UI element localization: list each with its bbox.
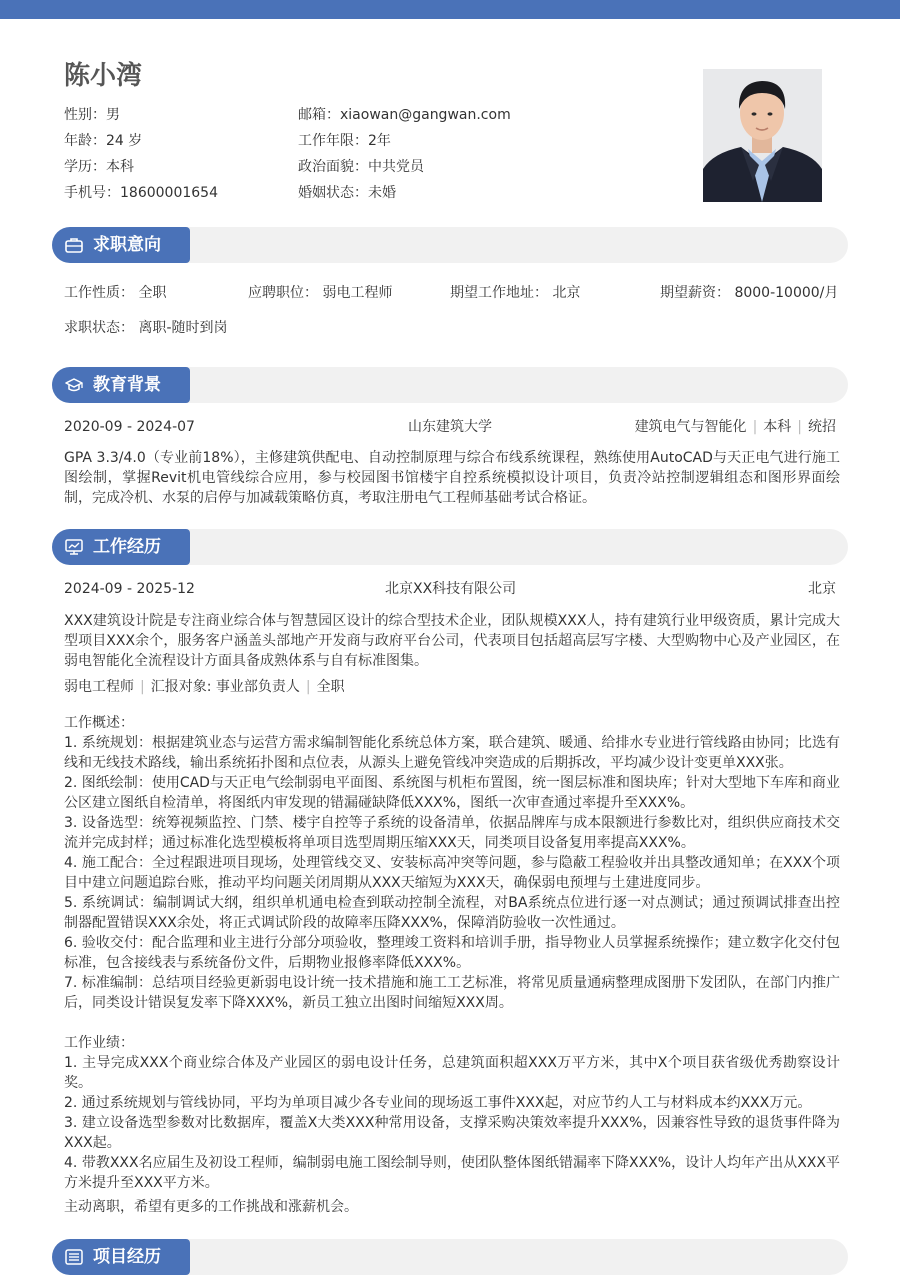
intent-status-value: 离职-随时到岗 — [138, 320, 228, 336]
achievement-item: 2. 通过系统规划与管线协同，平均为单项目减少各专业间的现场返工事件XXX起，对应节约人工与材料成本约XXX万元。 — [64, 1095, 812, 1111]
overview-item: 5. 系统调试：编制调试大纲，组织单机通电检查到联动控制全流程，对BA系统点位进行逐一对点测试；通过预调试排查出控制器配置错误XXX余处，将正式调试阶段的故障率压降XXX%，保障消防验收一次性通过。 — [64, 895, 840, 931]
separator: | — [797, 419, 802, 435]
phone-row — [64, 183, 218, 203]
section-pill-intent — [52, 227, 190, 263]
education-degree: 本科 — [763, 419, 792, 435]
intent-salary — [660, 283, 838, 303]
work-years-value: 2年 — [368, 133, 391, 149]
separator: | — [305, 679, 311, 695]
intent-salary-value: 8000-10000/月 — [734, 285, 839, 301]
section-title-project: 项目经历 — [93, 1247, 161, 1267]
section-title-intent: 求职意向 — [93, 235, 161, 255]
gender-row — [64, 105, 120, 125]
section-header-project — [52, 1239, 848, 1275]
age-row — [64, 131, 142, 151]
section-title-work: 工作经历 — [93, 537, 161, 557]
education-dates: 2020-09 - 2024-07 — [64, 419, 195, 435]
intent-position-value: 弱电工程师 — [322, 285, 393, 301]
education-value: 本科 — [106, 159, 134, 175]
education-details — [635, 417, 836, 437]
work-role: 弱电工程师 — [64, 679, 134, 695]
overview-item: 1. 系统规划：根据建筑业态与运营方需求编制智能化系统总体方案，联合建筑、暖通、给排水专业进行管线路由协同；比选有线和无线技术路线，输出系统拓扑图和点位表，从源头上避免管线冲突造成的后期拆改，平均减少设计变更单XXX张。 — [64, 735, 840, 771]
overview-title: 工作概述： — [64, 715, 134, 731]
list-icon — [65, 1249, 83, 1265]
intent-location — [450, 283, 580, 303]
intent-type-label: 工作性质： — [64, 285, 134, 301]
monitor-chart-icon — [65, 539, 83, 555]
leave-reason: 主动离职，希望有更多的工作挑战和涨薪机会。 — [64, 1199, 358, 1215]
spacer — [64, 1013, 840, 1033]
intent-location-value: 北京 — [552, 285, 581, 301]
overview-item: 2. 图纸绘制：使用CAD与天正电气绘制弱电平面图、系统图与机柜布置图，统一图层标准和图块库；针对大型地下车库和商业公区建立图纸自检清单，将图纸内审发现的错漏碰缺降低XXX%，图纸一次审查通过率提升至XXX%。 — [64, 775, 840, 811]
phone-value: 18600001654 — [120, 185, 218, 201]
work-report-to: 汇报对象: 事业部负责人 — [150, 679, 300, 695]
section-title-education: 教育背景 — [93, 375, 161, 395]
phone-label: 手机号： — [64, 185, 120, 201]
education-label: 学历： — [64, 159, 106, 175]
work-city: 北京 — [808, 581, 836, 597]
overview-item: 7. 标准编制：总结项目经验更新弱电设计统一技术措施和施工工艺标准，将常见质量通病整理成图册下发团队，在部门内推广后，同类设计错误复发率下降XXX%，新员工独立出图时间缩短XXX周。 — [64, 975, 840, 1011]
section-header-education — [52, 367, 848, 403]
education-description: GPA 3.3/4.0（专业前18%），主修建筑供配电、自动控制原理与综合布线系统课程，熟练使用AutoCAD与天正电气进行施工图绘制，掌握Revit机电管线综合应用，参与校园图书馆楼宇自控系统模拟设计项目，负责冷站控制逻辑组态和图形界面绘制，完成冷机、水泵的启停与加减载策略仿真，考取注册电气工程师基础考试合格证。 — [64, 450, 840, 506]
overview-item: 6. 验收交付：配合监理和业主进行分部分项验收，整理竣工资料和培训手册，指导物业人员掌握系统操作；建立数字化交付包标准，包含接线表与系统备份文件，后期物业报修率降低XXX%。 — [64, 935, 840, 971]
section-pill-work — [52, 529, 190, 565]
achievement-item: 4. 带教XXX名应届生及初设工程师，编制弱电施工图绘制导则，使团队整体图纸错漏率下降XXX%，设计人均年产出从XXX平方米提升至XXX平方米。 — [64, 1155, 840, 1191]
intent-status-label: 求职状态： — [64, 320, 134, 336]
section-header-work — [52, 529, 848, 565]
section-pill-education — [52, 367, 190, 403]
intent-position — [248, 283, 392, 303]
marital-value: 未婚 — [368, 185, 396, 201]
education-major: 建筑电气与智能化 — [634, 419, 747, 435]
candidate-name: 陈小湾 — [64, 61, 143, 91]
achievement-item: 1. 主导完成XXX个商业综合体及产业园区的弱电设计任务，总建筑面积超XXX万平方米，其中X个项目获省级优秀勘察设计奖。 — [64, 1055, 840, 1091]
work-job-type: 全职 — [316, 679, 345, 695]
age-value: 24 岁 — [106, 133, 143, 149]
work-role-line — [64, 677, 345, 697]
email-value[interactable]: xiaowan@gangwan.com — [340, 107, 511, 123]
work-years-label: 工作年限： — [298, 133, 368, 149]
intent-type — [64, 283, 166, 303]
intent-type-value: 全职 — [138, 285, 167, 301]
gender-label: 性别： — [64, 107, 106, 123]
gender-value: 男 — [106, 107, 120, 123]
education-row — [64, 157, 134, 177]
section-header-intent — [52, 227, 848, 263]
email-row — [298, 105, 511, 125]
political-value: 中共党员 — [368, 159, 424, 175]
profile-photo — [703, 69, 822, 202]
achievement-item: 3. 建立设备选型参数对比数据库，覆盖X大类XXX种常用设备，支撑采购决策效率提升XXX%，因兼容性导致的退货事件降为XXX起。 — [64, 1115, 840, 1151]
political-label: 政治面貌： — [298, 159, 368, 175]
separator: | — [140, 679, 145, 695]
section-pill-project — [52, 1239, 190, 1275]
intent-salary-label: 期望薪资： — [660, 285, 730, 301]
intent-position-label: 应聘职位： — [248, 285, 318, 301]
work-company: 北京XX科技有限公司 — [385, 581, 517, 597]
graduation-cap-icon — [65, 377, 83, 393]
company-description: XXX建筑设计院是专注商业综合体与智慧园区设计的综合型技术企业，团队规模XXX人，持有建筑行业甲级资质，累计完成大型项目XXX余个，服务客户涵盖头部地产开发商与政府平台公司，代表项目包括超高层写字楼、大型购物中心及产业园区，在弱电智能化全流程设计方面具备成熟体系与自有标准图集。 — [64, 613, 840, 669]
top-accent-bar — [0, 0, 900, 19]
intent-location-label: 期望工作地址： — [450, 285, 548, 301]
briefcase-icon — [65, 237, 83, 253]
age-label: 年龄： — [64, 133, 106, 149]
work-years-row — [298, 131, 391, 151]
achievements-title: 工作业绩： — [64, 1035, 134, 1051]
overview-item: 3. 设备选型：统筹视频监控、门禁、楼宇自控等子系统的设备清单，依据品牌库与成本限额进行参数比对，组织供应商技术交流并完成封样；通过标准化选型模板将单项目选型周期压缩XXX天，同类项目设备复用率提高XXX%。 — [64, 815, 840, 851]
political-row — [298, 157, 424, 177]
intent-status — [64, 318, 228, 338]
separator: | — [752, 419, 758, 435]
email-label: 邮箱： — [298, 107, 340, 123]
overview-item: 4. 施工配合：全过程跟进项目现场，处理管线交叉、安装标高冲突等问题，参与隐蔽工程验收并出具整改通知单；在XXX个项目中建立问题追踪台账，推动平均问题关闭周期从XXX天缩短为XXX天，确保弱电预埋与土建进度同步。 — [64, 855, 840, 891]
marital-label: 婚姻状态： — [298, 185, 368, 201]
work-detail-block — [64, 713, 840, 1193]
work-dates: 2024-09 - 2025-12 — [64, 581, 195, 597]
education-enroll: 统招 — [808, 419, 836, 435]
marital-row — [298, 183, 396, 203]
education-school: 山东建筑大学 — [408, 419, 492, 435]
